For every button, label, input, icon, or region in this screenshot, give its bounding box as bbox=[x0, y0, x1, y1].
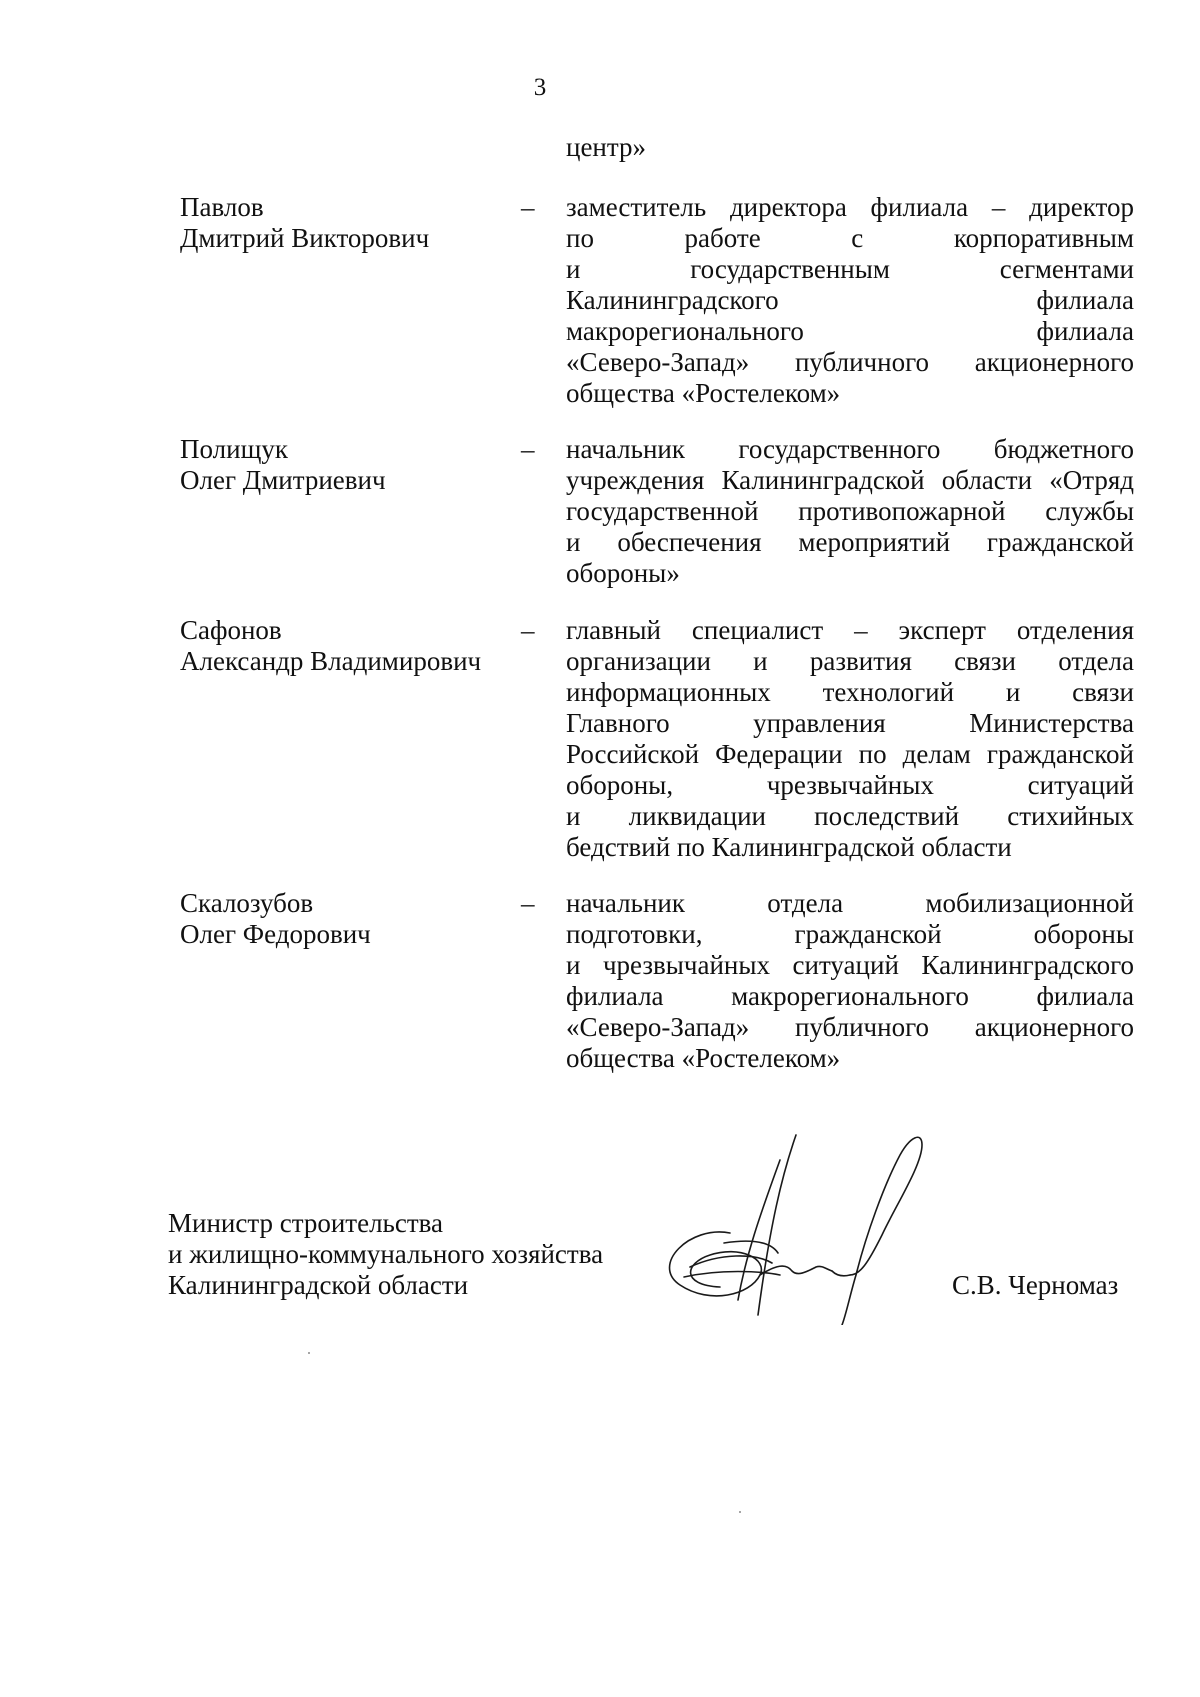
position-line: «Северо-Запад» публичного акционерного bbox=[566, 1012, 1134, 1042]
position-line: начальник отдела мобилизационной bbox=[566, 888, 1134, 918]
position-line: обороны» bbox=[566, 558, 680, 588]
position-line: «Северо-Запад» публичного акционерного bbox=[566, 347, 1134, 377]
position-line: по работе с корпоративным bbox=[566, 223, 1134, 253]
position-line: и государственным сегментами bbox=[566, 254, 1134, 284]
position-line: подготовки, гражданской обороны bbox=[566, 919, 1134, 949]
separator-dash: – bbox=[521, 888, 535, 918]
scan-speck bbox=[739, 1511, 741, 1513]
position-line: бедствий по Калининградской области bbox=[566, 832, 1012, 862]
position-line: и чрезвычайных ситуаций Калининградского bbox=[566, 950, 1134, 980]
member-name bbox=[180, 192, 520, 254]
position-line: организации и развития связи отдела bbox=[566, 646, 1134, 676]
member-name bbox=[180, 434, 520, 496]
position-line: Калининградского филиала bbox=[566, 285, 1134, 315]
member-given-names: Александр Владимирович bbox=[180, 646, 482, 676]
position-line: общества «Ростелеком» bbox=[566, 1043, 841, 1073]
continuation-text: центр» bbox=[566, 132, 647, 162]
scan-speck bbox=[308, 1352, 310, 1354]
member-surname: Павлов bbox=[180, 192, 264, 222]
signatory-title-line: и жилищно-коммунального хозяйства bbox=[168, 1239, 604, 1269]
position-line: заместитель директора филиала – директор bbox=[566, 192, 1134, 222]
position-line: и ликвидации последствий стихийных bbox=[566, 801, 1134, 831]
member-surname: Сафонов bbox=[180, 615, 282, 645]
member-position bbox=[566, 192, 1134, 409]
position-line: начальник государственного бюджетного bbox=[566, 434, 1134, 464]
signatory-title-line: Калининградской области bbox=[168, 1270, 469, 1300]
member-given-names: Дмитрий Викторович bbox=[180, 223, 430, 253]
position-line: и обеспечения мероприятий гражданской bbox=[566, 527, 1134, 557]
position-line: учреждения Калининградской области «Отряд bbox=[566, 465, 1134, 495]
separator-dash: – bbox=[521, 434, 535, 464]
position-line: государственной противопожарной службы bbox=[566, 496, 1134, 526]
member-surname: Скалозубов bbox=[180, 888, 314, 918]
member-position bbox=[566, 615, 1134, 863]
signatory-title-line: Министр строительства bbox=[168, 1208, 444, 1238]
signatory-title bbox=[168, 1208, 603, 1301]
member-surname: Полищук bbox=[180, 434, 288, 464]
member-given-names: Олег Федорович bbox=[180, 919, 371, 949]
position-line: информационных технологий и связи bbox=[566, 677, 1134, 707]
position-line: обороны, чрезвычайных ситуаций bbox=[566, 770, 1134, 800]
page-number: 3 bbox=[533, 74, 547, 101]
position-line: главный специалист – эксперт отделения bbox=[566, 615, 1134, 645]
signer-name: С.В. Черномаз bbox=[952, 1270, 1119, 1300]
position-line: Главного управления Министерства bbox=[566, 708, 1134, 738]
separator-dash: – bbox=[521, 192, 535, 222]
handwritten-signature-icon bbox=[660, 1125, 930, 1325]
position-line: филиала макрорегионального филиала bbox=[566, 981, 1134, 1011]
position-line: Российской Федерации по делам гражданской bbox=[566, 739, 1134, 769]
member-position bbox=[566, 434, 1134, 589]
member-name bbox=[180, 888, 520, 950]
member-given-names: Олег Дмитриевич bbox=[180, 465, 386, 495]
member-name bbox=[180, 615, 520, 677]
member-position bbox=[566, 888, 1134, 1074]
separator-dash: – bbox=[521, 615, 535, 645]
position-line: макрорегионального филиала bbox=[566, 316, 1134, 346]
position-line: общества «Ростелеком» bbox=[566, 378, 841, 408]
